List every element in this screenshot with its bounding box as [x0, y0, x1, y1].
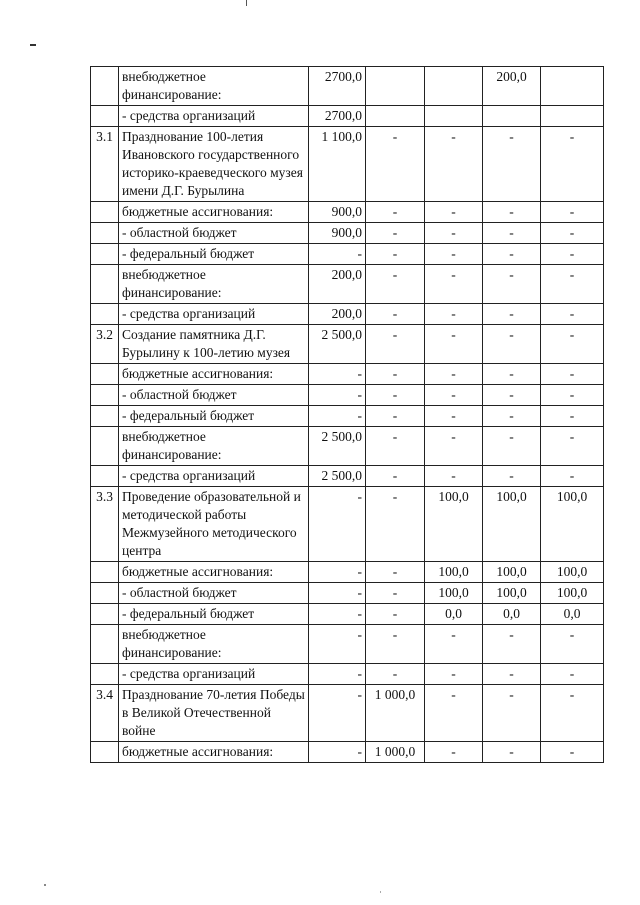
value-cell-3: 100,0	[425, 562, 483, 583]
row-label: Празднование 70-летия Победы в Великой Отечественной войне	[119, 685, 309, 742]
row-number	[91, 364, 119, 385]
value-cell-5: 0,0	[541, 604, 604, 625]
row-label: - областной бюджет	[119, 583, 309, 604]
value-cell-4: -	[483, 364, 541, 385]
value-cell-2: -	[366, 265, 425, 304]
value-cell-2: -	[366, 583, 425, 604]
value-cell-1: -	[309, 742, 366, 763]
value-cell-2: -	[366, 406, 425, 427]
table-row	[91, 106, 604, 127]
value-cell-5: -	[541, 466, 604, 487]
row-number	[91, 304, 119, 325]
row-label: - средства организаций	[119, 466, 309, 487]
value-cell-5: -	[541, 127, 604, 202]
table-row	[91, 466, 604, 487]
value-cell-4: -	[483, 685, 541, 742]
value-cell-5: -	[541, 202, 604, 223]
value-cell-3: -	[425, 265, 483, 304]
value-cell-1: -	[309, 604, 366, 625]
value-cell-1: -	[309, 487, 366, 562]
row-label: Празднование 100-летия Ивановского государственного историко-краеведческого музея имени Д.Г. Бурылина	[119, 127, 309, 202]
row-label: - федеральный бюджет	[119, 406, 309, 427]
value-cell-2: -	[366, 562, 425, 583]
value-cell-5: -	[541, 325, 604, 364]
row-number	[91, 583, 119, 604]
value-cell-1: 2 500,0	[309, 466, 366, 487]
row-label: внебюджетное финансирование:	[119, 625, 309, 664]
value-cell-4: 100,0	[483, 583, 541, 604]
value-cell-5: -	[541, 364, 604, 385]
row-number: 3.2	[91, 325, 119, 364]
row-number: 3.3	[91, 487, 119, 562]
value-cell-2: -	[366, 304, 425, 325]
value-cell-5: -	[541, 742, 604, 763]
row-label: бюджетные ассигнования:	[119, 364, 309, 385]
row-number	[91, 106, 119, 127]
value-cell-1: -	[309, 406, 366, 427]
value-cell-5: -	[541, 625, 604, 664]
table-row	[91, 244, 604, 265]
table-row	[91, 583, 604, 604]
row-number	[91, 604, 119, 625]
table-row	[91, 223, 604, 244]
table-row	[91, 127, 604, 202]
value-cell-4: -	[483, 742, 541, 763]
value-cell-5: -	[541, 406, 604, 427]
value-cell-2: -	[366, 625, 425, 664]
value-cell-1: -	[309, 685, 366, 742]
value-cell-3: -	[425, 127, 483, 202]
row-label: Проведение образовательной и методической работы Межмузейного методического центра	[119, 487, 309, 562]
table-row	[91, 202, 604, 223]
value-cell-5: -	[541, 265, 604, 304]
value-cell-2: 1 000,0	[366, 742, 425, 763]
row-number	[91, 664, 119, 685]
row-number	[91, 742, 119, 763]
value-cell-1: -	[309, 385, 366, 406]
value-cell-2: -	[366, 325, 425, 364]
table-row	[91, 265, 604, 304]
value-cell-1: -	[309, 664, 366, 685]
row-number	[91, 223, 119, 244]
value-cell-2	[366, 106, 425, 127]
row-number	[91, 385, 119, 406]
row-number	[91, 265, 119, 304]
value-cell-3	[425, 67, 483, 106]
table-body	[91, 67, 604, 763]
row-label: внебюджетное финансирование:	[119, 67, 309, 106]
row-label: - областной бюджет	[119, 223, 309, 244]
value-cell-1: 200,0	[309, 265, 366, 304]
value-cell-5	[541, 67, 604, 106]
value-cell-4: -	[483, 265, 541, 304]
row-label: - областной бюджет	[119, 385, 309, 406]
value-cell-3: -	[425, 223, 483, 244]
row-number	[91, 427, 119, 466]
value-cell-1: -	[309, 625, 366, 664]
value-cell-4: -	[483, 625, 541, 664]
value-cell-5: -	[541, 664, 604, 685]
value-cell-3: -	[425, 325, 483, 364]
row-label: - средства организаций	[119, 664, 309, 685]
value-cell-4: -	[483, 223, 541, 244]
value-cell-2: -	[366, 466, 425, 487]
row-number	[91, 625, 119, 664]
value-cell-1: 2700,0	[309, 106, 366, 127]
row-number: 3.4	[91, 685, 119, 742]
value-cell-2: -	[366, 664, 425, 685]
value-cell-1: 2700,0	[309, 67, 366, 106]
row-number	[91, 466, 119, 487]
value-cell-2	[366, 67, 425, 106]
value-cell-4: -	[483, 427, 541, 466]
row-number: 3.1	[91, 127, 119, 202]
value-cell-5: 100,0	[541, 583, 604, 604]
table-row	[91, 67, 604, 106]
value-cell-5: -	[541, 244, 604, 265]
value-cell-5	[541, 106, 604, 127]
value-cell-3: -	[425, 427, 483, 466]
value-cell-4: -	[483, 244, 541, 265]
scan-artifact	[246, 0, 247, 6]
value-cell-4: 100,0	[483, 562, 541, 583]
value-cell-5: 100,0	[541, 487, 604, 562]
value-cell-1: -	[309, 364, 366, 385]
row-label: бюджетные ассигнования:	[119, 742, 309, 763]
row-label: бюджетные ассигнования:	[119, 202, 309, 223]
value-cell-4: -	[483, 127, 541, 202]
table-row	[91, 742, 604, 763]
value-cell-2: -	[366, 487, 425, 562]
value-cell-4: -	[483, 406, 541, 427]
table-row	[91, 625, 604, 664]
value-cell-3: -	[425, 385, 483, 406]
table-row	[91, 604, 604, 625]
scan-artifact	[380, 891, 381, 893]
value-cell-3: 100,0	[425, 583, 483, 604]
value-cell-5: 100,0	[541, 562, 604, 583]
value-cell-3: 100,0	[425, 487, 483, 562]
row-label: внебюджетное финансирование:	[119, 427, 309, 466]
value-cell-1: -	[309, 562, 366, 583]
table-row	[91, 685, 604, 742]
value-cell-5: -	[541, 385, 604, 406]
row-label: бюджетные ассигнования:	[119, 562, 309, 583]
value-cell-3: -	[425, 406, 483, 427]
value-cell-4: -	[483, 664, 541, 685]
value-cell-1: 900,0	[309, 202, 366, 223]
table-row	[91, 487, 604, 562]
table-row	[91, 325, 604, 364]
value-cell-2: -	[366, 427, 425, 466]
value-cell-4: -	[483, 466, 541, 487]
value-cell-1: 900,0	[309, 223, 366, 244]
value-cell-1: 2 500,0	[309, 325, 366, 364]
row-label: - федеральный бюджет	[119, 604, 309, 625]
value-cell-3: -	[425, 664, 483, 685]
value-cell-4	[483, 106, 541, 127]
value-cell-2: -	[366, 127, 425, 202]
table-row	[91, 562, 604, 583]
value-cell-3: -	[425, 466, 483, 487]
row-label: Создание памятника Д.Г. Бурылину к 100-летию музея	[119, 325, 309, 364]
value-cell-4: 200,0	[483, 67, 541, 106]
value-cell-3: -	[425, 625, 483, 664]
value-cell-2: -	[366, 604, 425, 625]
row-number	[91, 562, 119, 583]
value-cell-2: -	[366, 385, 425, 406]
value-cell-5: -	[541, 223, 604, 244]
table-row	[91, 664, 604, 685]
scan-artifact	[44, 884, 46, 886]
row-number	[91, 244, 119, 265]
row-number	[91, 202, 119, 223]
table-row	[91, 406, 604, 427]
value-cell-1: -	[309, 583, 366, 604]
budget-table	[90, 66, 604, 763]
value-cell-3: -	[425, 685, 483, 742]
scan-artifact	[30, 44, 36, 46]
value-cell-4: -	[483, 304, 541, 325]
table-row	[91, 385, 604, 406]
value-cell-4: -	[483, 325, 541, 364]
value-cell-2: -	[366, 364, 425, 385]
row-label: - средства организаций	[119, 106, 309, 127]
table-row	[91, 364, 604, 385]
value-cell-3: -	[425, 244, 483, 265]
row-number	[91, 67, 119, 106]
value-cell-1: 2 500,0	[309, 427, 366, 466]
row-label: - федеральный бюджет	[119, 244, 309, 265]
value-cell-4: -	[483, 385, 541, 406]
value-cell-3: -	[425, 364, 483, 385]
table-row	[91, 427, 604, 466]
value-cell-5: -	[541, 427, 604, 466]
value-cell-3: -	[425, 202, 483, 223]
value-cell-4: 0,0	[483, 604, 541, 625]
value-cell-2: -	[366, 244, 425, 265]
value-cell-5: -	[541, 304, 604, 325]
value-cell-3: -	[425, 304, 483, 325]
value-cell-3: 0,0	[425, 604, 483, 625]
row-label: - средства организаций	[119, 304, 309, 325]
value-cell-5: -	[541, 685, 604, 742]
value-cell-1: 1 100,0	[309, 127, 366, 202]
value-cell-2: 1 000,0	[366, 685, 425, 742]
value-cell-2: -	[366, 202, 425, 223]
value-cell-3: -	[425, 742, 483, 763]
value-cell-4: 100,0	[483, 487, 541, 562]
value-cell-2: -	[366, 223, 425, 244]
row-label: внебюджетное финансирование:	[119, 265, 309, 304]
value-cell-3	[425, 106, 483, 127]
table-row	[91, 304, 604, 325]
row-number	[91, 406, 119, 427]
value-cell-1: 200,0	[309, 304, 366, 325]
value-cell-1: -	[309, 244, 366, 265]
value-cell-4: -	[483, 202, 541, 223]
